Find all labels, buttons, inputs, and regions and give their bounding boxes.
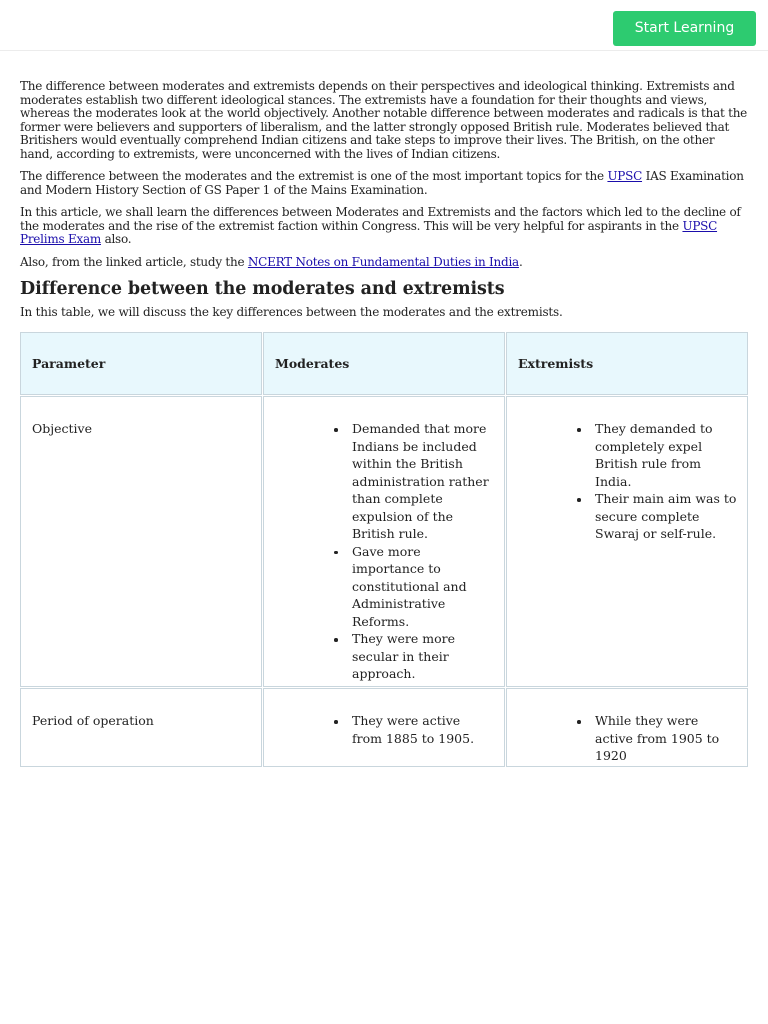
table-row <box>20 396 748 687</box>
article-paragraph-linked <box>20 256 748 270</box>
table-intro: In this table, we will discuss the key differences between the moderates and the extremists. <box>20 305 563 319</box>
start-learning-button[interactable]: Start Learning <box>613 11 756 46</box>
table-header-row <box>20 332 748 395</box>
comparison-table <box>19 331 749 768</box>
upsc-prelims-exam-link[interactable]: UPSC Prelims Exam <box>20 218 718 246</box>
table-cell-moderates <box>263 688 505 767</box>
moderates-list <box>264 397 504 683</box>
list-item: They were more secular in their approach. <box>352 630 494 683</box>
extremists-list <box>507 689 747 765</box>
list-item: They were active from 1885 to 1905. <box>352 712 494 747</box>
article-paragraph-intro: The difference between moderates and extremists depends on their perspectives and ideological thinking. Extremists and moderates establish two different ideological stances. The extremists have a foundation for their thoughts and views, whereas the moderates look at the world objectively. Another notable difference between moderates and radicals is that the former were believers and supporters of liberalism, and the latter strongly opposed British rule. Moderates believed that Britishers would eventually comprehend Indian citizens and take steps to improve their lives. The British, on the other hand, according to extremists, were unconcerned with the lives of Indian citizens. <box>20 79 748 161</box>
table-header-moderates: Moderates <box>263 332 505 395</box>
list-item: Demanded that more Indians be included within the British administration rather than complete expulsion of the British rule. <box>352 420 494 543</box>
table-cell-extremists <box>506 396 748 687</box>
paragraph-text: IAS Examination and Modern History Section of GS Paper 1 of the Mains Examination. <box>20 169 744 197</box>
table-cell-parameter <box>20 396 262 687</box>
paragraph-text: Also, from the linked article, study the <box>20 254 248 269</box>
paragraph-text: The difference between the moderates and the extremist is one of the most important topics for the <box>20 169 608 183</box>
list-item: While they were active from 1905 to 1920 <box>595 712 737 765</box>
paragraph-text: In this article, we shall learn the differences between Moderates and Extremists and the factors which led to the decline of the moderates and the rise of the extremist faction within Congress. This will be very helpful for aspirants in the <box>20 205 741 233</box>
parameter-label: Objective <box>32 421 93 436</box>
table-cell-parameter <box>20 688 262 767</box>
parameter-label: Period of operation <box>32 713 154 728</box>
upsc-link[interactable]: UPSC <box>607 169 643 183</box>
top-bar <box>0 0 768 51</box>
paragraph-text: also. <box>101 232 132 246</box>
table-cell-moderates <box>263 396 505 687</box>
article-paragraph-topic <box>20 170 748 197</box>
moderates-list <box>264 689 504 747</box>
ncert-notes-link[interactable]: NCERT Notes on Fundamental Duties in India <box>247 254 519 269</box>
list-item: Gave more importance to constitutional and Administrative Reforms. <box>352 543 494 631</box>
article-paragraph-purpose <box>20 206 748 247</box>
table-cell-extremists <box>506 688 748 767</box>
table-header-parameter: Parameter <box>20 332 262 395</box>
section-heading: Difference between the moderates and extremists <box>20 279 505 299</box>
table-header-extremists: Extremists <box>506 332 748 395</box>
article-content <box>20 80 748 768</box>
list-item: They demanded to completely expel British rule from India. <box>595 420 737 490</box>
list-item: Their main aim was to secure complete Swaraj or self-rule. <box>595 491 737 541</box>
extremists-list <box>507 397 747 543</box>
paragraph-text: . <box>518 254 523 269</box>
table-row <box>20 688 748 767</box>
